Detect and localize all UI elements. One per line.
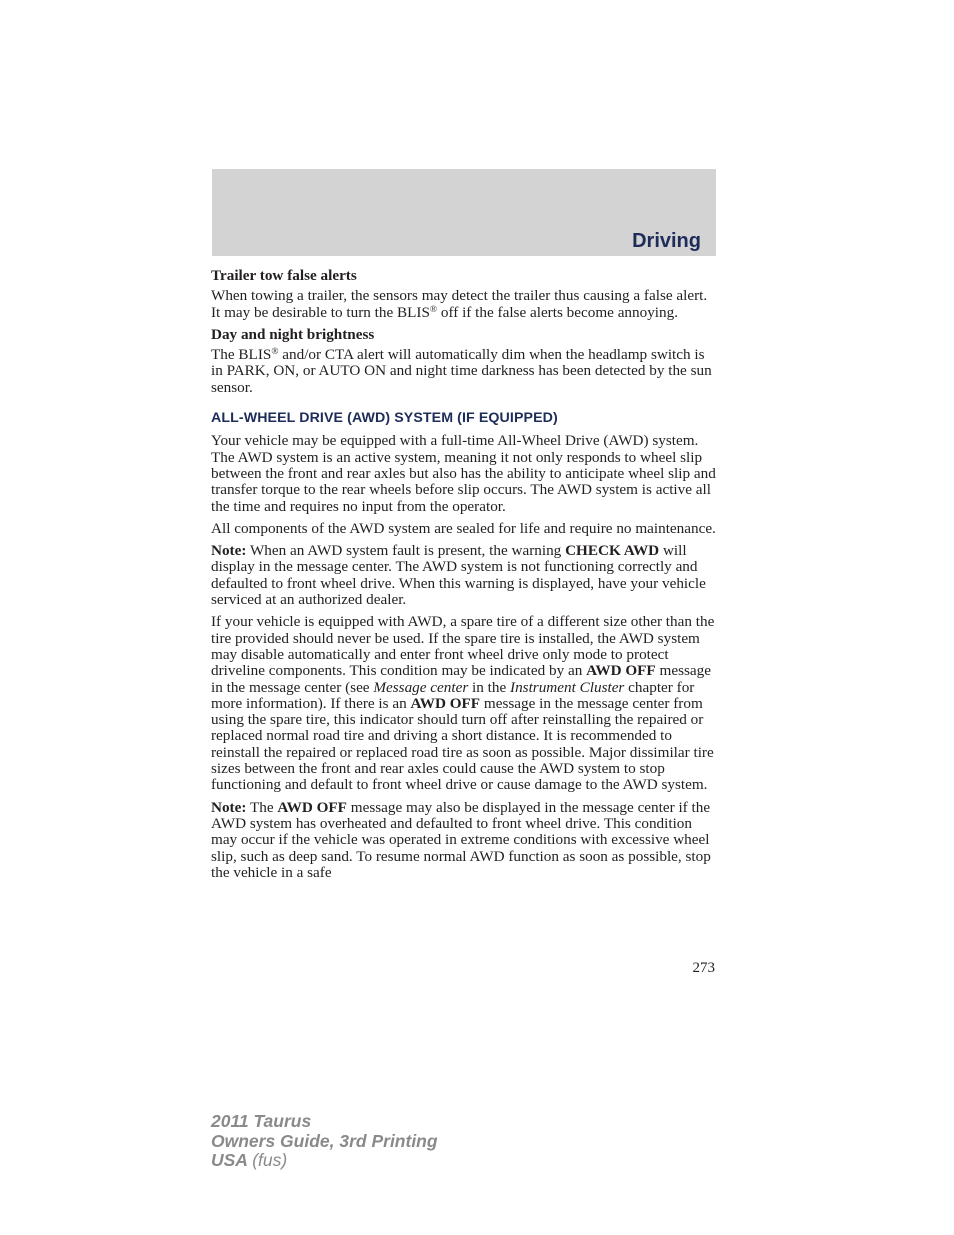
note-label: Note: — [211, 542, 247, 560]
awd-sealed-paragraph: All components of the AWD system are sealed for life and require no maintenance. — [211, 519, 716, 537]
instrument-cluster-reference: Instrument Cluster — [510, 678, 625, 696]
message-center-reference: Message center — [373, 678, 469, 696]
footer-model-line: 2011 Taurus — [211, 1111, 312, 1131]
page-body — [211, 268, 717, 887]
page-number: 273 — [692, 960, 715, 976]
awd-off-message: AWD OFF — [410, 694, 481, 712]
awd-off-message: AWD OFF — [586, 662, 656, 680]
registered-mark: ® — [429, 304, 438, 315]
footer-region-code: (fus) — [252, 1150, 288, 1170]
footer-guide-line: Owners Guide, 3rd Printing — [211, 1130, 438, 1151]
trailer-tow-heading: Trailer tow false alerts — [211, 267, 357, 284]
footer-region-line: USA (fus) — [211, 1150, 288, 1170]
check-awd-message: CHECK AWD — [565, 542, 660, 560]
brightness-heading: Day and night brightness — [211, 325, 375, 343]
note-check-awd-paragraph: Note: When an AWD system fault is present, the warning CHECK AWD will display in the message center. The AWD system is not functioning correctly and defaulted to front wheel drive. When this warning is displayed, have your vehicle serviced at an authorized dealer. — [211, 542, 706, 609]
note-label: Note: — [211, 798, 247, 816]
registered-mark: ® — [271, 347, 279, 358]
trailer-tow-paragraph: When towing a trailer, the sensors may detect the trailer thus causing a false alert. It may be desirable to turn the BLIS® off if the false alerts become annoying. — [211, 287, 708, 321]
awd-section-heading: ALL-WHEEL DRIVE (AWD) SYSTEM (IF EQUIPPED) — [211, 410, 558, 427]
section-title: Driving — [632, 230, 701, 252]
awd-off-message: AWD OFF — [277, 798, 347, 816]
awd-intro-paragraph: Your vehicle may be equipped with a full-time All-Wheel Drive (AWD) system. The AWD system is an active system, meaning it not only responds to wheel slip between the front and rear axles but also has the ability to anticipate wheel slip and transfer torque to the rear wheels before slip occurs. The AWD system is active all the time and requires no input from the operator. — [211, 432, 716, 515]
spare-tire-paragraph: If your vehicle is equipped with AWD, a spare tire of a different size other than the tire provided should never be used. If the spare tire is installed, the AWD system may disable automatically and enter front wheel drive only mode to protect driveline components. This condition may be indicated by an AWD OFF message in the message center (see Message center in the Instrument Cluster chapter for more information). If there is an AWD OFF message in the message center from using the spare tire, this indicator should turn off after reinstalling the repaired or replaced normal road tire and driving a short distance. It is recommended to reinstall the repaired or replaced road tire as soon as possible. Major dissimilar tire sizes between the front and rear axles could cause the AWD system to stop functioning and default to front wheel drive or cause damage to the AWD system. — [211, 613, 715, 794]
note-awd-off-paragraph: Note: The AWD OFF message may also be displayed in the message center if the AWD system has overheated and defaulted to front wheel drive. This condition may occur if the vehicle was operated in extreme conditions with excessive wheel slip, such as deep sand. To resume normal AWD function as soon as possible, stop the vehicle in a safe — [211, 798, 711, 881]
document-footer — [211, 1112, 438, 1171]
section-header-band — [212, 169, 716, 256]
brightness-paragraph: The BLIS® and/or CTA alert will automatically dim when the headlamp switch is in PARK, ON, or AUTO ON and night time darkness has been detected by the sun sensor. — [211, 346, 712, 396]
